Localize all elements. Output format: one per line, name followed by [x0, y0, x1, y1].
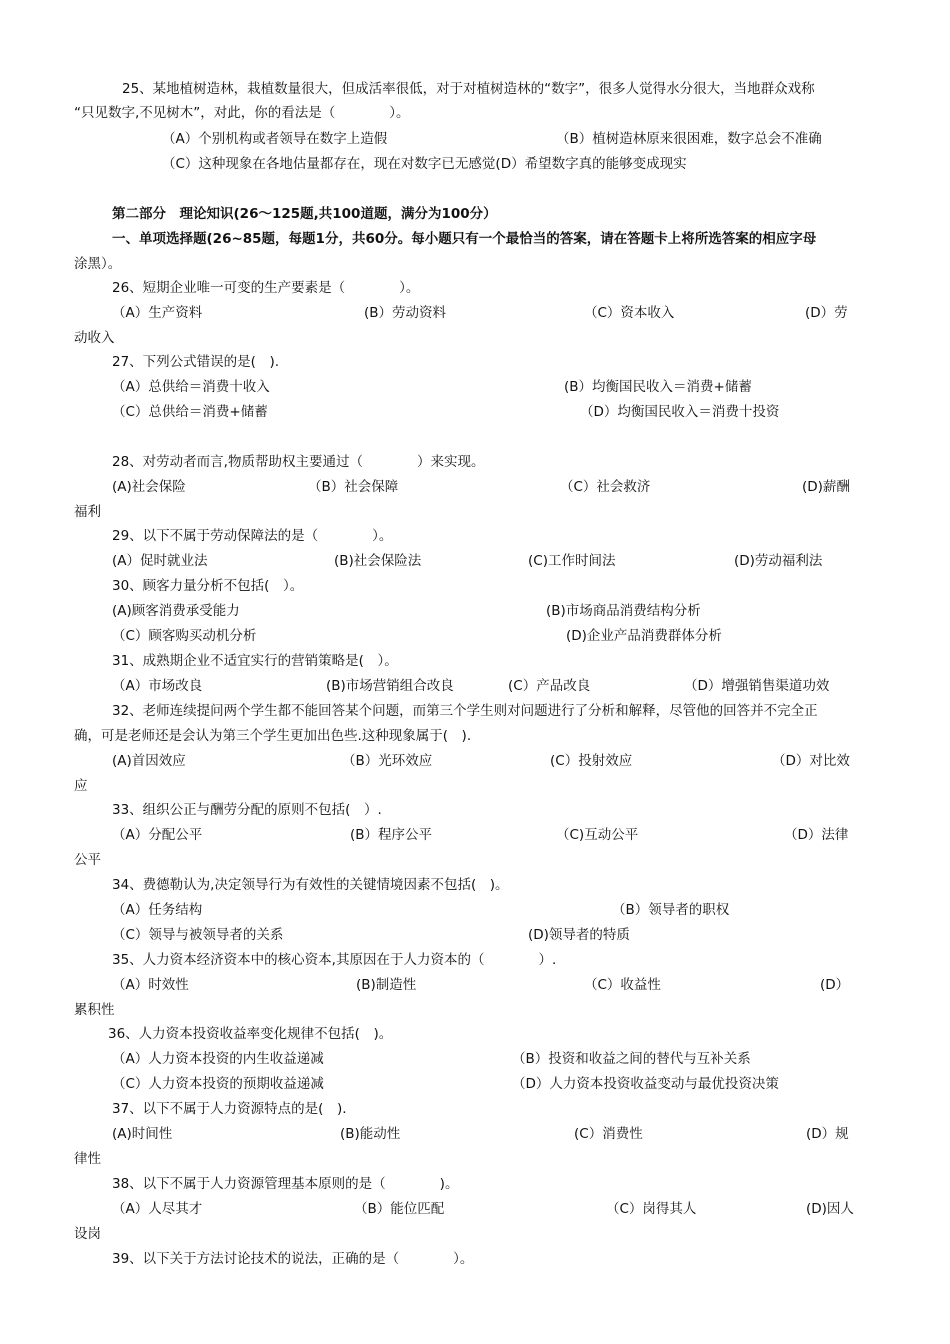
q34-option-c: （C）领导与被领导者的关系 — [112, 927, 284, 943]
q25-stem-line1: 25、某地植树造林，栽植数量很大，但成活率很低，对于对植树造林的“数字”，很多人觉得水分很大，当地群众戏称 — [122, 81, 815, 97]
q34-option-b: （B）领导者的职权 — [612, 902, 730, 918]
q38-stem: 38、以下不属于人力资源管理基本原则的是（ )。 — [112, 1176, 459, 1192]
q28-stem: 28、对劳动者而言,物质帮助权主要通过（ ）来实现。 — [112, 454, 485, 470]
part2-title: 第二部分 理论知识(26～125题,共100道题，满分为100分） — [112, 206, 497, 222]
q34-option-a: （A）任务结构 — [112, 902, 203, 918]
q33-option-d: （D）法律 — [784, 827, 849, 843]
q35-option-d-cont: 累积性 — [74, 1002, 115, 1018]
q34-stem: 34、费德勒认为,决定领导行为有效性的关键情境因素不包括( )。 — [112, 877, 509, 893]
q26-stem: 26、短期企业唯一可变的生产要素是（ ）。 — [112, 280, 420, 296]
q28-option-c: （C）社会救济 — [560, 479, 651, 495]
q27-stem: 27、下列公式错误的是( ). — [112, 354, 280, 370]
q35-stem: 35、人力资本经济资本中的核心资本,其原因在于人力资本的（ ）. — [112, 952, 557, 968]
q32-option-b: （B）光环效应 — [342, 753, 433, 769]
q27-option-d: （D）均衡国民收入＝消费十投资 — [580, 404, 780, 420]
q25-option-cd: （C）这种现象在各地估量都存在，现在对数字已无感觉(D）希望数字真的能够变成现实 — [162, 156, 687, 172]
q30-option-b: (B)市场商品消费结构分析 — [546, 603, 701, 619]
q26-option-d-cont: 动收入 — [74, 330, 115, 346]
q32-option-d-cont: 应 — [74, 778, 88, 794]
q33-option-d-cont: 公平 — [74, 852, 101, 868]
q27-option-a: （A）总供给＝消费十收入 — [112, 379, 270, 395]
q32-option-a: (A)首因效应 — [112, 753, 186, 769]
q38-option-a: （A）人尽其才 — [112, 1201, 203, 1217]
q35-option-c: （C）收益性 — [584, 977, 661, 993]
q37-option-c: (C）消费性 — [574, 1126, 643, 1142]
q30-option-c: （C）顾客购买动机分析 — [112, 628, 257, 644]
section1-instructions-line2: 涂黑）。 — [74, 256, 122, 272]
q36-option-a: （A）人力资本投资的内生收益递减 — [112, 1051, 324, 1067]
q37-stem: 37、以下不属于人力资源特点的是( ). — [112, 1101, 347, 1117]
q37-option-a: (A)时间性 — [112, 1126, 173, 1142]
q27-option-c: （C）总供给＝消费+储蓄 — [112, 404, 268, 420]
q31-option-a: （A）市场改良 — [112, 678, 203, 694]
q28-option-b: （B）社会保障 — [308, 479, 399, 495]
q38-option-d: (D)因人 — [806, 1201, 854, 1217]
q34-option-d: (D)领导者的特质 — [528, 927, 630, 943]
q33-option-c: （C)互动公平 — [556, 827, 639, 843]
q31-stem: 31、成熟期企业不适宜实行的营销策略是( ）。 — [112, 653, 398, 669]
q33-stem: 33、组织公正与酬劳分配的原则不包括( ）. — [112, 802, 382, 818]
q35-option-b: (B)制造性 — [356, 977, 417, 993]
q28-option-a: (A)社会保险 — [112, 479, 186, 495]
q38-option-d-cont: 设岗 — [74, 1226, 101, 1242]
q37-option-b: (B)能动性 — [340, 1126, 401, 1142]
q37-option-d: (D）规 — [806, 1126, 849, 1142]
q32-option-c: (C）投射效应 — [550, 753, 633, 769]
q29-option-b: (B)社会保险法 — [334, 553, 422, 569]
q32-stem-line2: 确，可是老师还是会认为第三个学生更加出色些.这种现象属于( ). — [74, 728, 472, 744]
q36-option-d: （D）人力资本投资收益变动与最优投资决策 — [512, 1076, 779, 1092]
q32-stem-line1: 32、老师连续提问两个学生都不能回答某个问题，而第三个学生则对问题进行了分析和解释，尽管他的回答并不完全正 — [112, 703, 818, 719]
q26-option-d: (D）劳 — [805, 305, 848, 321]
q29-option-c: (C)工作时间法 — [528, 553, 616, 569]
q36-stem: 36、人力资本投资收益率变化规律不包括( )。 — [108, 1026, 393, 1042]
q30-option-d: (D)企业产品消费群体分析 — [566, 628, 722, 644]
q26-option-b: (B）劳动资料 — [364, 305, 447, 321]
q37-option-d-cont: 律性 — [74, 1151, 101, 1167]
q26-option-a: （A）生产资料 — [112, 305, 203, 321]
q30-stem: 30、顾客力量分析不包括( ）。 — [112, 578, 304, 594]
section1-instructions-line1: 一、单项选择题(26~85题，每题1分，共60分。每小题只有一个最恰当的答案，请在答题卡上将所选答案的相应字母 — [112, 231, 817, 247]
q32-option-d: （D）对比效 — [772, 753, 850, 769]
q33-option-b: (B）程序公平 — [350, 827, 433, 843]
q33-option-a: （A）分配公平 — [112, 827, 203, 843]
q25-stem-line2: “只见数字,不见树木”，对此，你的看法是（ ）。 — [74, 105, 410, 121]
q29-stem: 29、以下不属于劳动保障法的是（ ）。 — [112, 528, 393, 544]
q36-option-b: （B）投资和收益之间的替代与互补关系 — [512, 1051, 751, 1067]
q31-option-d: （D）增强销售渠道功效 — [684, 678, 830, 694]
q25-option-a: （A）个别机构或者领导在数字上造假 — [162, 131, 388, 147]
q29-option-a: (A）促时就业法 — [112, 553, 208, 569]
q26-option-c: （C）资本收入 — [584, 305, 675, 321]
q31-option-b: (B)市场营销组合改良 — [326, 678, 454, 694]
q35-option-d: (D） — [820, 977, 850, 993]
q28-option-d: (D)薪酬 — [802, 479, 850, 495]
q38-option-c: （C）岗得其人 — [606, 1201, 697, 1217]
q36-option-c: （C）人力资本投资的预期收益递减 — [112, 1076, 324, 1092]
q39-stem: 39、以下关于方法讨论技术的说法，正确的是（ ）。 — [112, 1251, 474, 1267]
q27-option-b: (B）均衡国民收入＝消费+储蓄 — [564, 379, 752, 395]
q25-option-b: （B）植树造林原来很困难，数字总会不准确 — [556, 131, 822, 147]
q38-option-b: （B）能位匹配 — [354, 1201, 445, 1217]
q35-option-a: （A）时效性 — [112, 977, 189, 993]
q30-option-a: (A)顾客消费承受能力 — [112, 603, 240, 619]
q29-option-d: (D)劳动福利法 — [734, 553, 823, 569]
q28-option-d-cont: 福利 — [74, 504, 101, 520]
q31-option-c: (C）产品改良 — [508, 678, 591, 694]
